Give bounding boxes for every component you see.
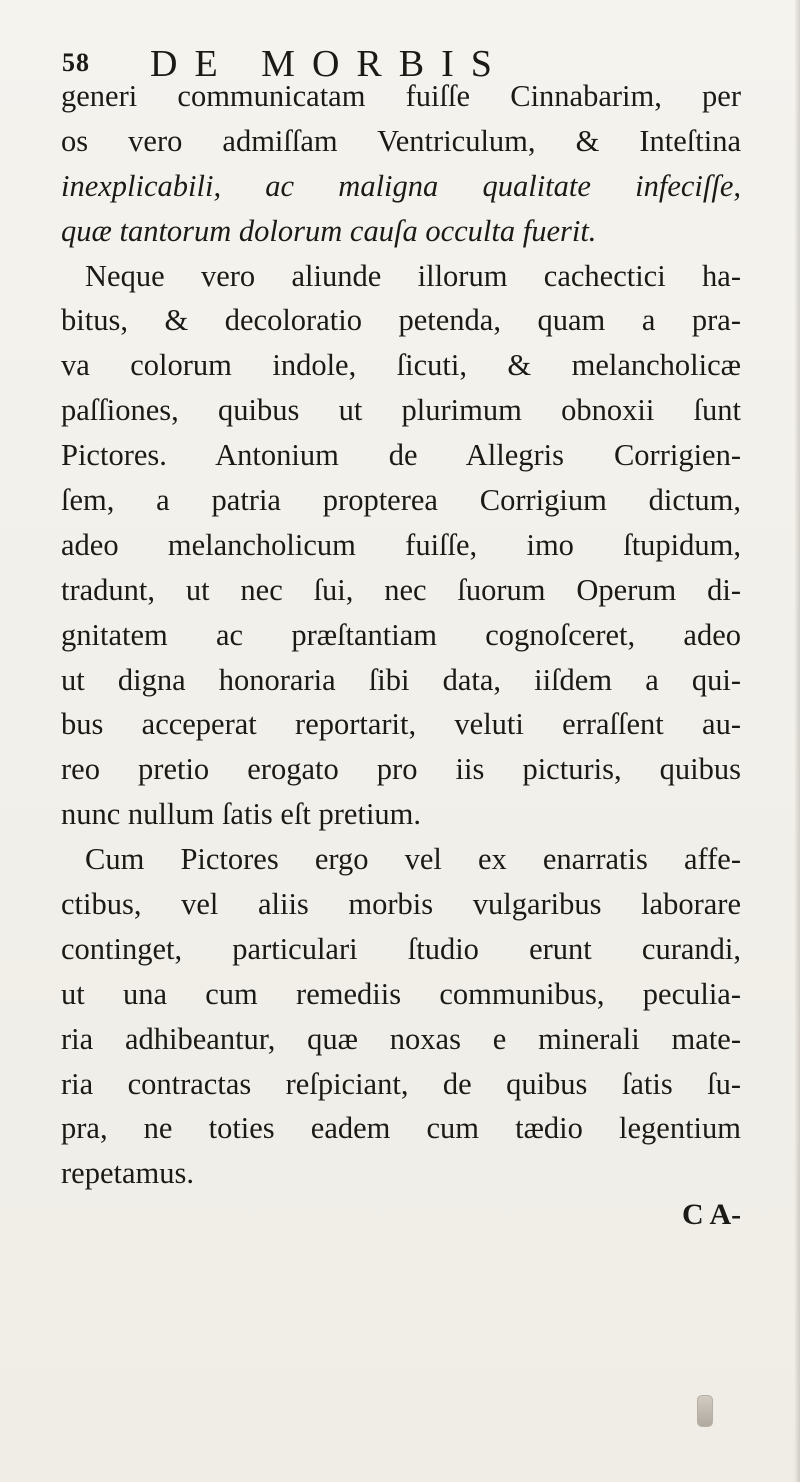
text-line: continget, particulari ſtudio erunt curandi, [61, 931, 741, 966]
text-line: ria adhibeantur, quæ noxas e minerali mate- [61, 1021, 741, 1056]
text-line: pra, ne toties eadem cum tædio legentium [61, 1111, 741, 1146]
text-line: repetamus. [61, 1156, 194, 1191]
text-line: ut digna honoraria ſibi data, iiſdem a qui- [61, 662, 741, 697]
text-line: tradunt, ut nec ſui, nec ſuorum Operum di- [61, 572, 741, 607]
page-edge-shadow [794, 0, 800, 1482]
running-head: DE MORBIS [150, 43, 509, 85]
text-line: nunc nullum ſatis eſt pretium. [61, 797, 422, 832]
text-line: reo pretio erogato pro iis picturis, quibus [61, 752, 741, 787]
text-line: ſem, a patria propterea Corrigium dictum, [61, 483, 741, 518]
text-line: ut una cum remediis communibus, peculia- [61, 976, 741, 1011]
text-line: quæ tantorum dolorum cauſa occulta fuerit. [61, 213, 597, 248]
text-line: ctibus, vel aliis morbis vulgaribus laborare [61, 887, 741, 922]
text-line: bitus, & decoloratio petenda, quam a pra- [61, 303, 741, 338]
page-number: 58 [62, 48, 90, 77]
text-line: paſſiones, quibus ut plurimum obnoxii ſunt [61, 393, 741, 428]
text-line: generi communicatam fuiſſe Cinnabarim, per [61, 79, 741, 113]
text-line: gnitatem ac præſtantiam cognoſceret, adeo [61, 617, 741, 652]
text-line: Neque vero aliunde illorum cachectici ha- [85, 258, 741, 293]
text-line: Pictores. Antonium de Allegris Corrigien- [61, 438, 741, 473]
body-text [61, 74, 741, 1196]
text-line: inexplicabili, ac maligna qualitate infeciſſe, [61, 168, 741, 203]
text-line: adeo melancholicum fuiſſe, imo ſtupidum, [61, 527, 741, 562]
catchword: C A- [682, 1198, 742, 1231]
text-line: ria contractas reſpiciant, de quibus ſatis ſu- [61, 1066, 741, 1101]
ink-stain [697, 1395, 713, 1427]
text-line: os vero admiſſam Ventriculum, & Inteſtina [61, 123, 741, 158]
text-line: va colorum indole, ſicuti, & melancholicæ [61, 348, 741, 383]
text-line: Cum Pictores ergo vel ex enarratis affe- [85, 842, 741, 877]
text-line: bus acceperat reportarit, veluti erraſſent au- [61, 707, 741, 742]
